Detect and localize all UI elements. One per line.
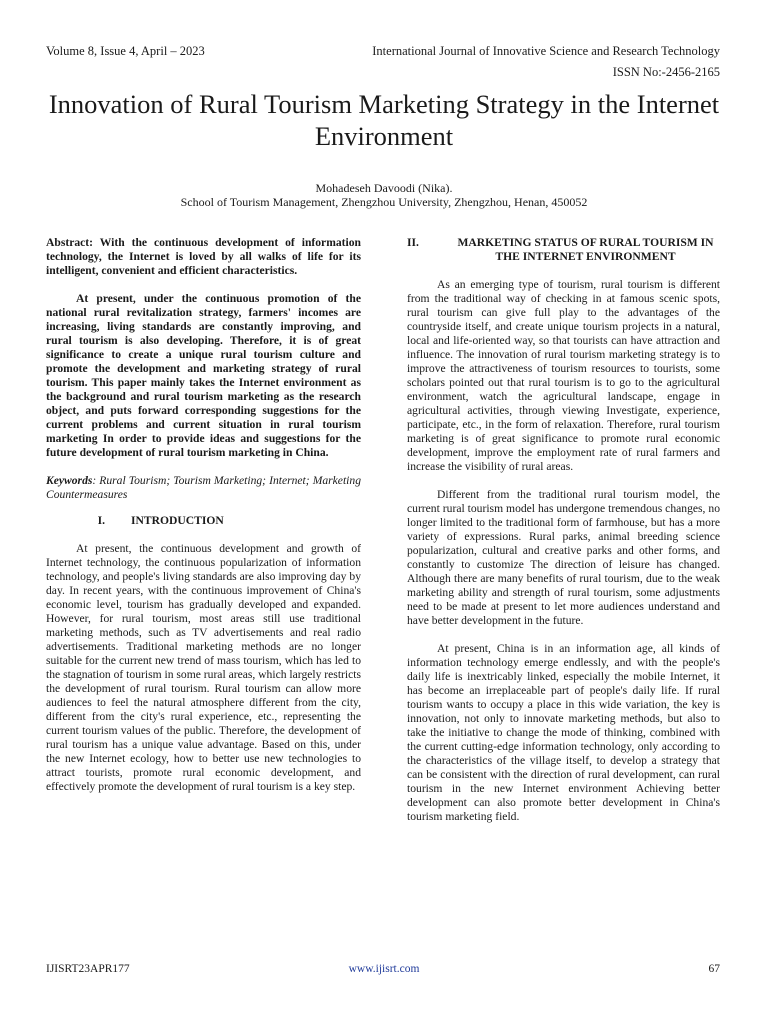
section-2-number: II. xyxy=(407,236,419,249)
volume-issue: Volume 8, Issue 4, April – 2023 xyxy=(46,44,205,58)
section-1-number: I. xyxy=(97,514,105,527)
keywords-text: : Rural Tourism; Tourism Marketing; Internet; Marketing Countermeasures xyxy=(46,474,361,501)
section-2-paragraph-2: Different from the traditional rural tourism model, the current rural tourism model has undergone tremendous changes, no longer limited to the traditional form of farmhouse, but has a more variety of expressions. Rural parks, animal breeding science popularization, cultural and creative parks and other forms, and constantly to customize The direction of leisure has changed. Although there are many benefits of rural tourism, due to the weak marketing ability and strength of rural tourism, some adjustments need to be made at present to let more audiences understand and have better development in the future. xyxy=(407,488,720,627)
section-2-paragraph-3: At present, China is in an information age, all kinds of information technology emerge endlessly, and with the people's daily life is inextricably linked, especially the mobile Internet, it has become an irreplaceable part of people's daily life. If rural tourism wants to occupy a place in this wide variation, the key is innovation, not only to innovate marketing methods, but also to take the initiative to change the mode of thinking, combined with the current cutting-edge information technology, only according to the characteristics of the village itself, to develop a strategy that can be consistent with the direction of rural development, can rural tourism in the new Internet environment Achieving better development can also promote better development in China's tourism marketing field. xyxy=(407,642,720,823)
keywords-label: Keywords xyxy=(46,474,93,487)
section-1-heading xyxy=(46,514,361,528)
right-column xyxy=(407,236,720,824)
section-2-title: MARKETING STATUS OF RURAL TOURISM IN THE INTERNET ENVIRONMENT xyxy=(457,236,714,263)
journal-url-link[interactable]: www.ijisrt.com xyxy=(348,963,420,975)
author-affiliation: School of Tourism Management, Zhengzhou University, Zhengzhou, Henan, 450052 xyxy=(180,195,588,209)
page-number: 67 xyxy=(708,963,720,975)
section-2-heading xyxy=(407,236,720,264)
left-column xyxy=(46,236,361,794)
abstract-paragraph-2: At present, under the continuous promotion of the national rural revitalization strategy, farmers' incomes are increasing, living standards are constantly improving, and rural tourism is also developing. Therefore, it is of great significance to create a unique rural tourism culture and promote the development and marketing strategy of rural tourism. This paper mainly takes the Internet environment as the background and rural tourism marketing as the research object, and puts forward corresponding suggestions for the current problems and current situation in rural tourism marketing In order to provide ideas and suggestions for the future development of rural tourism marketing in China. xyxy=(46,292,361,459)
abstract-paragraph-1: Abstract: With the continuous development of information technology, the Internet is loved by all walks of life for its intelligent, convenient and efficient characteristics. xyxy=(46,236,361,277)
keywords xyxy=(46,474,361,502)
introduction-paragraph: At present, the continuous development and growth of Internet technology, the continuous popularization of information technology, and people's living standards are also improving day by day. In recent years, with the continuous improvement of China's economic level, tourism has gradually developed and expanded. However, for rural tourism, most areas still use traditional marketing methods, such as TV advertisements and real radio advertisements. Traditional marketing methods are no longer suitable for the current new trend of mass tourism, which has led to the stagnation of tourism in some rural areas, which largely restricts the development of rural tourism. Rural tourism can allow more audiences to feel the natural atmosphere different from the city, different from the city's rural experience, etc., representing the current tourism values of the public. Therefore, the development of rural tourism has a unique value advantage. Based on this, under the new Internet ecology, how to better use new technologies to attract tourists, promote rural economic development, and effectively promote the development of rural tourism is a key step. xyxy=(46,542,361,793)
paper-code: IJISRT23APR177 xyxy=(46,963,130,975)
section-1-title: INTRODUCTION xyxy=(131,514,224,527)
paper-title: Innovation of Rural Tourism Marketing Strategy in the Internet Environment xyxy=(48,89,720,151)
issn: ISSN No:-2456-2165 xyxy=(612,65,720,79)
journal-name: International Journal of Innovative Science and Research Technology xyxy=(372,44,720,58)
section-2-paragraph-1: As an emerging type of tourism, rural tourism is different from the traditional way of checking in at famous scenic spots, rural tourism can give full play to the advantages of the countryside itself, and create unique tourism projects in a natural, local and life-oriented way, so that tourists can have attraction and influence. The innovation of rural tourism marketing strategy is to improve the attractiveness of tourism resources to tourists, some scholars pointed out that rural tourism is to go to the agricultural environment, watch the agricultural landscape, engage in agricultural activities, through viewing Investigate, experience, participate, etc., in the form of relaxation. Therefore, rural tourism marketing is of great significance to promote rural economic development, improve the employment rate of rural farmers and increase the visibility of rural areas. xyxy=(407,278,720,473)
author-name: Mohadeseh Davoodi (Nika). xyxy=(315,181,453,195)
